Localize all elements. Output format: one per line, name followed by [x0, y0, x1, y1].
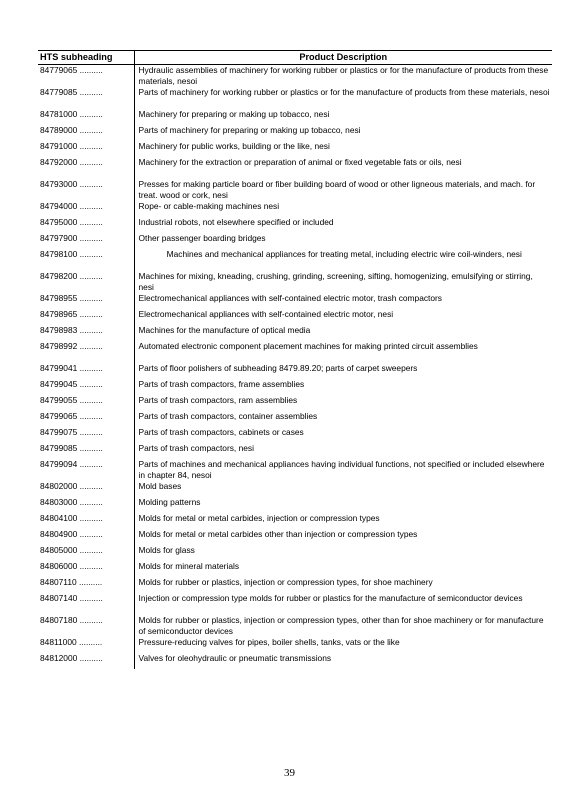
hts-code-cell: 84804100 ..........: [38, 513, 134, 529]
hts-code-cell: 84797900 ..........: [38, 233, 134, 249]
hts-code-cell: 84799085 ..........: [38, 443, 134, 459]
hts-code-cell: 84779085 ..........: [38, 87, 134, 109]
hts-code-cell: 84805000 ..........: [38, 545, 134, 561]
hts-code-cell: 84798965 ..........: [38, 309, 134, 325]
product-description-cell: Parts of trash compactors, frame assemblies: [138, 379, 305, 389]
hts-code-cell: 84781000 ..........: [38, 109, 134, 125]
hts-code-cell: 84804900 ..........: [38, 529, 134, 545]
table-row: [38, 395, 552, 411]
table-row: [38, 561, 552, 577]
table-row: [38, 249, 552, 271]
table-row: [38, 109, 552, 125]
hts-code-cell: 84799094 ..........: [38, 459, 134, 481]
table-row: [38, 615, 552, 637]
hts-code-cell: 84792000 ..........: [38, 157, 134, 179]
table-row: [38, 363, 552, 379]
product-description-cell: Injection or compression type molds for rubber or plastics for the manufacture of semiconductor devices: [138, 593, 523, 603]
product-description-cell: Automated electronic component placement machines for making printed circuit assemblies: [138, 341, 478, 351]
header-product-description: Product Description: [134, 51, 552, 65]
product-description-cell: Parts of machines and mechanical appliances having individual functions, not specified or included elsewhere in chapter 84, nesoi: [138, 459, 545, 480]
table-row: [38, 513, 552, 529]
product-description-cell: Parts of trash compactors, cabinets or cases: [138, 427, 304, 437]
table-row: [38, 411, 552, 427]
table-row: [38, 427, 552, 443]
hts-code-cell: 84789000 ..........: [38, 125, 134, 141]
product-description-cell: Valves for oleohydraulic or pneumatic transmissions: [138, 653, 332, 663]
table-row: [38, 179, 552, 201]
table-row: [38, 341, 552, 363]
table-row: [38, 497, 552, 513]
product-description-cell: Machinery for the extraction or preparation of animal or fixed vegetable fats or oils, nesi: [138, 157, 462, 167]
table-header-row: [38, 51, 552, 65]
hts-product-table: [38, 50, 552, 669]
hts-code-cell: 84798200 ..........: [38, 271, 134, 293]
product-description-cell: Parts of machinery for working rubber or plastics or for the manufacture of products from these materials, nesoi: [138, 87, 550, 97]
table-row: [38, 529, 552, 545]
table-row: [38, 309, 552, 325]
table-row: [38, 637, 552, 653]
product-description-cell: Electromechanical appliances with self-contained electric motor, nesi: [138, 309, 394, 319]
product-description-cell: Molds for rubber or plastics, injection or compression types, other than for shoe machinery or for manufacture of semiconductor devices: [138, 615, 544, 636]
product-description-cell: Parts of trash compactors, nesi: [138, 443, 254, 453]
table-row: [38, 271, 552, 293]
product-description-cell: Molds for rubber or plastics, injection or compression types, for shoe machinery: [138, 577, 433, 587]
hts-code-cell: 84807110 ..........: [38, 577, 134, 593]
product-description-cell: Molding patterns: [138, 497, 201, 507]
hts-code-cell: 84799041 ..........: [38, 363, 134, 379]
hts-code-cell: 84802000 ..........: [38, 481, 134, 497]
product-description-cell: Molds for glass: [138, 545, 195, 555]
hts-code-cell: 84795000 ..........: [38, 217, 134, 233]
hts-code-cell: 84779065 ..........: [38, 65, 134, 88]
product-description-cell: Parts of trash compactors, ram assemblies: [138, 395, 298, 405]
hts-code-cell: 84807180 ..........: [38, 615, 134, 637]
product-description-cell: Industrial robots, not elsewhere specified or included: [138, 217, 334, 227]
header-hts-subheading: HTS subheading: [38, 51, 134, 65]
hts-code-cell: 84793000 ..........: [38, 179, 134, 201]
product-description-cell: Molds for metal or metal carbides, injection or compression types: [138, 513, 380, 523]
table-row: [38, 201, 552, 217]
hts-code-cell: 84803000 ..........: [38, 497, 134, 513]
product-description-cell: Pressure-reducing valves for pipes, boiler shells, tanks, vats or the like: [138, 637, 400, 647]
product-description-cell: Parts of machinery for preparing or making up tobacco, nesi: [138, 125, 361, 135]
hts-code-cell: 84807140 ..........: [38, 593, 134, 615]
table-row: [38, 125, 552, 141]
product-description-cell: Parts of trash compactors, container assemblies: [138, 411, 318, 421]
product-description-cell: Presses for making particle board or fiber building board of wood or other ligneous materials, and mach. for treat. wood or cork, nesi: [138, 179, 536, 200]
product-description-cell: Machinery for public works, building or the like, nesi: [138, 141, 330, 151]
table-row: [38, 233, 552, 249]
table-row: [38, 443, 552, 459]
table-row: [38, 217, 552, 233]
table-row: [38, 87, 552, 109]
product-description-cell: Mold bases: [138, 481, 182, 491]
hts-code-cell: 84798955 ..........: [38, 293, 134, 309]
hts-code-cell: 84799045 ..........: [38, 379, 134, 395]
hts-code-cell: 84806000 ..........: [38, 561, 134, 577]
product-description-cell: Molds for metal or metal carbides other than injection or compression types: [138, 529, 418, 539]
table-row: [38, 481, 552, 497]
product-description-cell: Parts of floor polishers of subheading 8479.89.20; parts of carpet sweepers: [138, 363, 418, 373]
hts-code-cell: 84799065 ..........: [38, 411, 134, 427]
product-description-cell: Machines and mechanical appliances for treating metal, including electric wire coil-winders, nesi: [166, 249, 522, 259]
product-description-cell: Hydraulic assemblies of machinery for working rubber or plastics or for the manufacture of products from these materials, nesoi: [138, 65, 549, 86]
hts-code-cell: 84812000 ..........: [38, 653, 134, 669]
product-description-cell: Molds for mineral materials: [138, 561, 240, 571]
table-row: [38, 653, 552, 669]
hts-code-cell: 84798992 ..........: [38, 341, 134, 363]
product-description-cell: Rope- or cable-making machines nesi: [138, 201, 280, 211]
hts-code-cell: 84799075 ..........: [38, 427, 134, 443]
hts-code-cell: 84811000 ..........: [38, 637, 134, 653]
table-row: [38, 379, 552, 395]
hts-code-cell: 84798983 ..........: [38, 325, 134, 341]
table-row: [38, 593, 552, 615]
product-description-cell: Electromechanical appliances with self-contained electric motor, trash compactors: [138, 293, 442, 303]
table-row: [38, 293, 552, 309]
page-number: 39: [284, 767, 295, 779]
table-row: [38, 577, 552, 593]
hts-product-table-page: [38, 50, 552, 669]
table-row: [38, 65, 552, 88]
product-description-cell: Machines for mixing, kneading, crushing, grinding, screening, sifting, homogenizing, emulsifying or stirring, nesi: [138, 271, 533, 292]
hts-code-cell: 84798100 ..........: [38, 249, 134, 271]
table-body: [38, 65, 552, 670]
table-row: [38, 545, 552, 561]
table-row: [38, 325, 552, 341]
hts-code-cell: 84799055 ..........: [38, 395, 134, 411]
table-row: [38, 459, 552, 481]
product-description-cell: Machines for the manufacture of optical media: [138, 325, 311, 335]
hts-code-cell: 84791000 ..........: [38, 141, 134, 157]
product-description-cell: Machinery for preparing or making up tobacco, nesi: [138, 109, 330, 119]
table-row: [38, 141, 552, 157]
hts-code-cell: 84794000 ..........: [38, 201, 134, 217]
product-description-cell: Other passenger boarding bridges: [138, 233, 266, 243]
table-row: [38, 157, 552, 179]
